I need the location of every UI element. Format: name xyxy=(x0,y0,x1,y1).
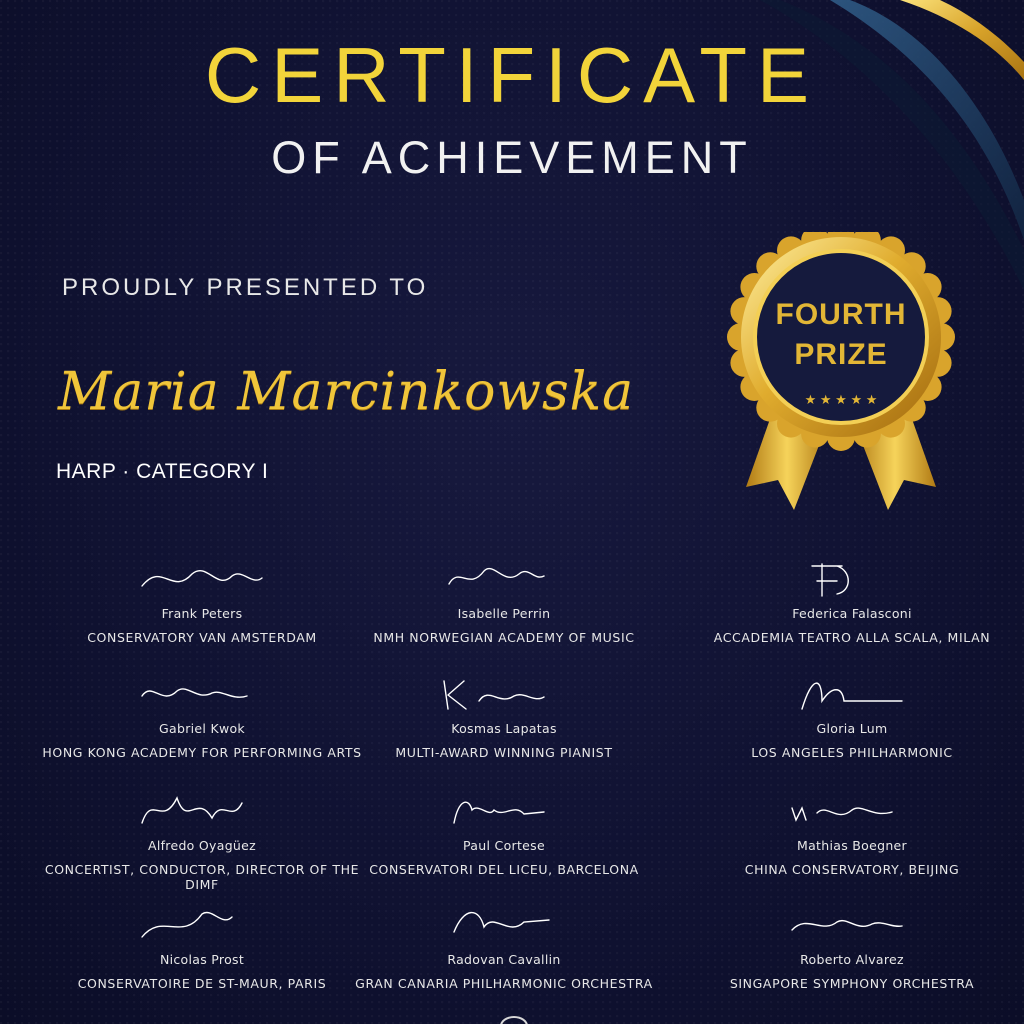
signatory-name: Gloria Lum xyxy=(816,721,888,736)
certificate-subtitle: OF ACHIEVEMENT xyxy=(271,132,753,183)
signatory-name: Paul Cortese xyxy=(463,838,545,853)
signatory xyxy=(32,556,372,645)
signatory xyxy=(32,671,372,760)
prize-seal xyxy=(716,232,966,532)
signatory-name: Roberto Alvarez xyxy=(800,952,904,967)
signatory-name: Mathias Boegner xyxy=(797,838,907,853)
signatory-institution: CONSERVATORY VAN AMSTERDAM xyxy=(87,630,317,645)
signatory-institution: GRAN CANARIA PHILHARMONIC ORCHESTRA xyxy=(355,976,653,991)
signatory-institution: LOS ANGELES PHILHARMONIC xyxy=(751,745,953,760)
signatory xyxy=(682,788,1022,877)
signatory xyxy=(334,556,674,645)
presented-to-label: PROUDLY PRESENTED TO xyxy=(62,274,429,301)
signatory-name: Radovan Cavallin xyxy=(447,952,561,967)
signatory xyxy=(682,902,1022,991)
signatory xyxy=(334,902,674,991)
signatory xyxy=(334,788,674,877)
signatory-institution: ACCADEMIA TEATRO ALLA SCALA, MILAN xyxy=(713,630,991,645)
certificate-title: CERTIFICATE xyxy=(204,31,820,119)
signature-mark xyxy=(132,556,272,604)
seal-stars: ★ ★ ★ ★ ★ xyxy=(804,392,878,407)
signature-mark xyxy=(434,788,574,836)
signatory-institution: CONSERVATORI DEL LICEU, BARCELONA xyxy=(369,862,639,877)
signature-mark xyxy=(434,902,574,950)
signature-mark xyxy=(434,556,574,604)
recipient-name: Maria Marcinkowska xyxy=(58,362,635,422)
seal-graphic xyxy=(716,232,966,532)
signatory-institution: CONCERTIST, CONDUCTOR, DIRECTOR OF THE DIMF xyxy=(44,862,360,892)
signatory xyxy=(682,556,1022,645)
seal-text-line1: FOURTH xyxy=(775,298,907,331)
signatory-institution: CHINA CONSERVATORY, BEIJING xyxy=(744,862,960,877)
signatory-name: Nicolas Prost xyxy=(159,952,245,967)
signatory-name: Alfredo Oyagüez xyxy=(147,838,257,853)
signature-mark xyxy=(782,788,922,836)
signatory-name: Isabelle Perrin xyxy=(457,606,551,621)
signature-mark xyxy=(782,556,922,604)
signatory-name: Gabriel Kwok xyxy=(159,721,245,736)
signatory-institution: MULTI-AWARD WINNING PIANIST xyxy=(395,745,613,760)
signatory xyxy=(682,671,1022,760)
signatory xyxy=(32,902,372,991)
signatory xyxy=(32,788,372,892)
signatory xyxy=(334,671,674,760)
signatory-institution: CONSERVATOIRE DE ST-MAUR, PARIS xyxy=(77,976,327,991)
signature-mark xyxy=(434,671,574,719)
signatory-name: Frank Peters xyxy=(161,606,243,621)
signatory-institution: SINGAPORE SYMPHONY ORCHESTRA xyxy=(729,976,975,991)
signatory-institution: HONG KONG ACADEMY FOR PERFORMING ARTS xyxy=(42,745,362,760)
signature-mark xyxy=(782,902,922,950)
signatory-institution: NMH NORWEGIAN ACADEMY OF MUSIC xyxy=(373,630,635,645)
signatory-name: Federica Falasconi xyxy=(792,606,912,621)
signature-mark xyxy=(132,902,272,950)
signature-mark xyxy=(132,788,272,836)
signature-mark xyxy=(132,671,272,719)
seal-text-line2: PRIZE xyxy=(794,338,888,371)
signatory-name: Kosmas Lapatas xyxy=(451,721,557,736)
award-category: HARP · CATEGORY I xyxy=(56,460,269,483)
signature-mark xyxy=(782,671,922,719)
